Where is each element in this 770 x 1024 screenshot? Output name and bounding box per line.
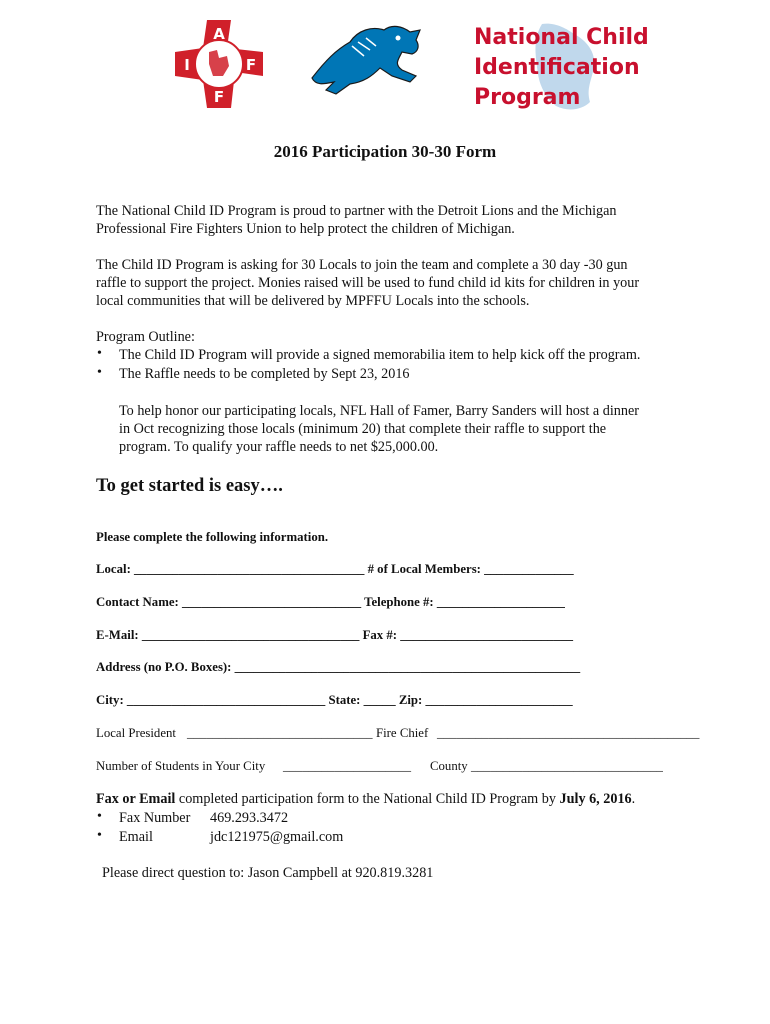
intro-p1-line-1: The National Child ID Program is proud to partner with the Detroit Lions and the Michigan [96, 203, 617, 219]
intro-p2-line-3: local communities that will be delivered by MPFFU Locals into the schools. [96, 293, 530, 309]
submit-deadline: July 6, 2016 [559, 791, 632, 807]
submit-lead-rest: completed participation form to the National Child ID Program by [175, 791, 560, 807]
iaff-letter-f1: F [245, 56, 257, 74]
address-field-line[interactable]: Address (no P.O. Boxes): ______________________________________________________ [96, 660, 581, 674]
submit-period: . [631, 791, 636, 807]
honor-line-3: program. To qualify your raffle needs to net $25,000.00. [119, 439, 439, 455]
honor-line-1: To help honor our participating locals, NFL Hall of Famer, Barry Sanders will host a dinner [119, 403, 639, 419]
get-started-heading: To get started is easy…. [96, 476, 283, 496]
county-label: County [430, 759, 468, 773]
outline-heading: Program Outline: [96, 329, 195, 345]
submit-lead-bold: Fax or Email [96, 791, 176, 807]
email-field-line[interactable]: E-Mail: __________________________________ Fax #: ___________________________ [96, 628, 574, 642]
contact-note: Please direct question to: Jason Campbell at 920.819.3281 [102, 865, 434, 881]
page-title: 2016 Participation 30-30 Form [273, 142, 497, 161]
detroit-lions-logo [306, 20, 426, 110]
students-field[interactable]: ____________________ [283, 759, 411, 773]
fax-label: Fax Number [119, 810, 191, 826]
city-field-line[interactable]: City: _______________________________ State: _____ Zip: _______________________ [96, 693, 573, 707]
outline-item-2: The Raffle needs to be completed by Sept 23, 2016 [119, 366, 410, 382]
intro-p2-line-1: The Child ID Program is asking for 30 Locals to join the team and complete a 30 day -30 gun [96, 257, 628, 273]
ncip-line-1: National Child [474, 25, 649, 50]
honor-line-2: in Oct recognizing those locals (minimum 20) that complete their raffle to support the [119, 421, 607, 437]
bullet-icon: • [97, 346, 102, 361]
ncip-logo [470, 18, 649, 116]
iaff-letter-i: I [184, 56, 190, 74]
contact-field-line[interactable]: Contact Name: ____________________________ Telephone #: ____________________ [96, 595, 565, 609]
intro-p1-line-2: Professional Fire Fighters Union to help protect the children of Michigan. [96, 221, 515, 237]
county-field[interactable]: ______________________________ [471, 759, 663, 773]
iaff-logo [173, 18, 265, 110]
bullet-icon: • [97, 365, 102, 380]
chief-field[interactable]: _________________________________________ [437, 726, 700, 740]
form-instruction: Please complete the following information. [96, 530, 329, 544]
iaff-letter-f2: F [213, 88, 225, 106]
email-address-link[interactable]: jdc121975@gmail.com [210, 829, 344, 845]
local-field-line[interactable]: Local: ____________________________________ # of Local Members: ______________ [96, 562, 574, 576]
outline-item-1: The Child ID Program will provide a signed memorabilia item to help kick off the program. [119, 347, 641, 363]
president-field[interactable]: _____________________________ [187, 726, 373, 740]
submit-instruction [96, 790, 635, 808]
chief-label: Fire Chief [376, 726, 429, 740]
president-label: Local President [96, 726, 176, 740]
bullet-icon: • [97, 828, 102, 843]
email-label: Email [119, 829, 153, 845]
iaff-letter-a: A [213, 25, 225, 43]
intro-p2-line-2: raffle to support the project. Monies raised will be used to fund child id kits for children in your [96, 275, 640, 291]
fax-number: 469.293.3472 [210, 810, 289, 826]
ncip-line-2: Identification [474, 55, 640, 80]
bullet-icon: • [97, 809, 102, 824]
students-label: Number of Students in Your City [96, 759, 266, 773]
ncip-line-3: Program [474, 85, 581, 110]
